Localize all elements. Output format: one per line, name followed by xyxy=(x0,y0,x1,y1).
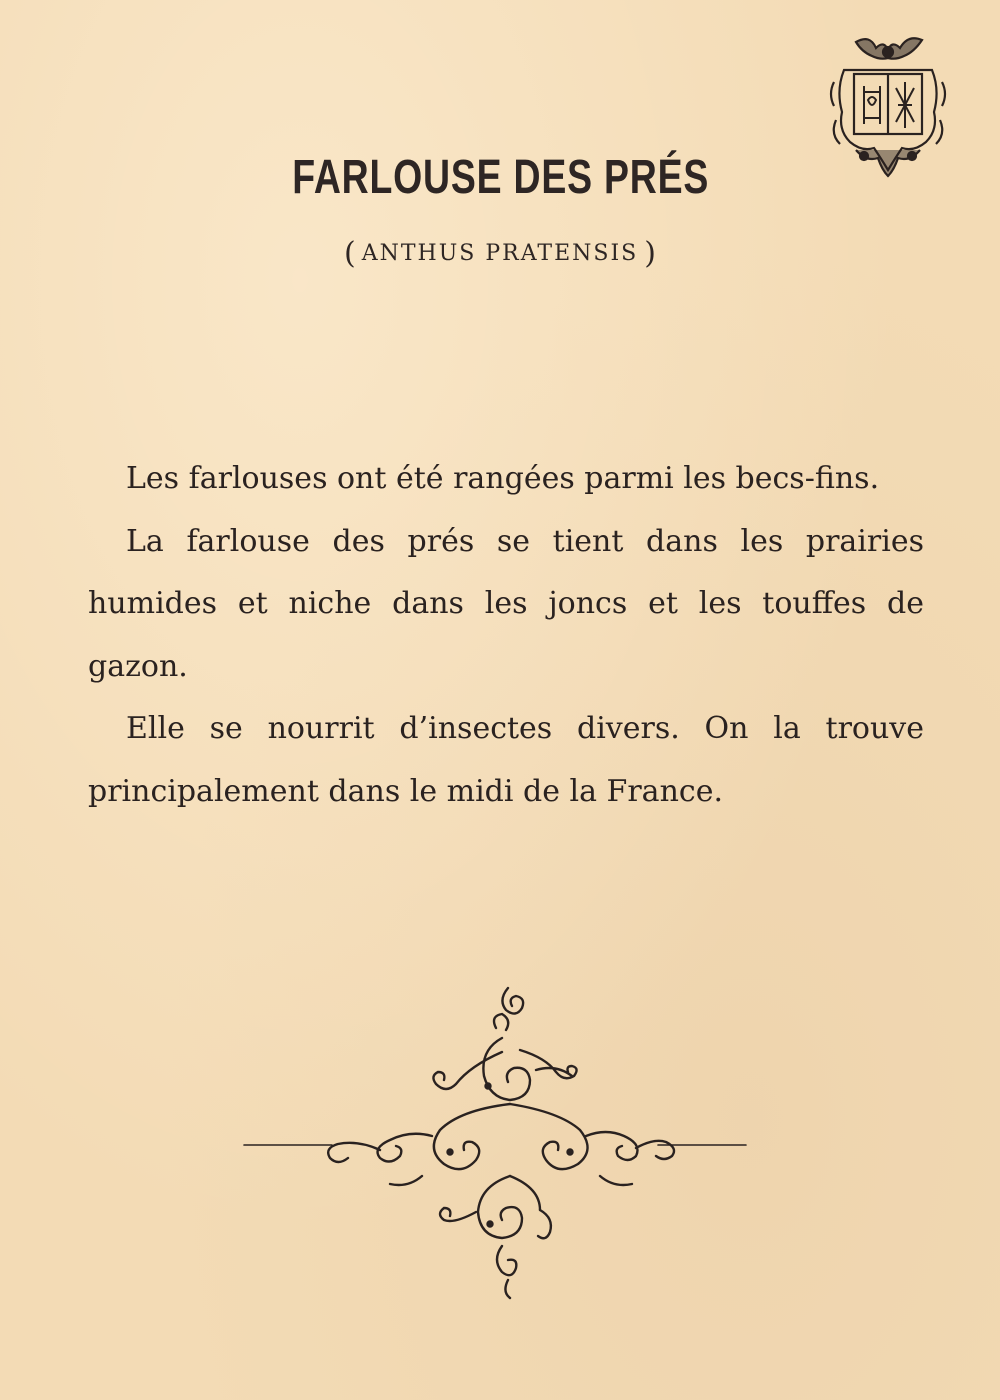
scientific-name xyxy=(0,236,1000,271)
scientific-name-text: ANTHUS PRATENSIS xyxy=(361,241,639,266)
card-title: FARLOUSE DES PRÉS xyxy=(292,151,710,204)
floral-scroll-ornament-icon xyxy=(240,980,750,1310)
paragraph-3: Elle se nourrit d’insectes divers. On la trouve principalement dans le midi de la France. xyxy=(88,711,924,809)
subtitle-close-paren: ) xyxy=(644,236,656,271)
subtitle-open-paren: ( xyxy=(344,236,356,271)
paragraph-1: Les farlouses ont été rangées parmi les becs-fins. xyxy=(126,461,880,496)
description-text xyxy=(88,448,924,823)
paragraph-2: La farlouse des prés se tient dans les prairies humides et niche dans les joncs et les touffes de gazon. xyxy=(88,523,924,684)
